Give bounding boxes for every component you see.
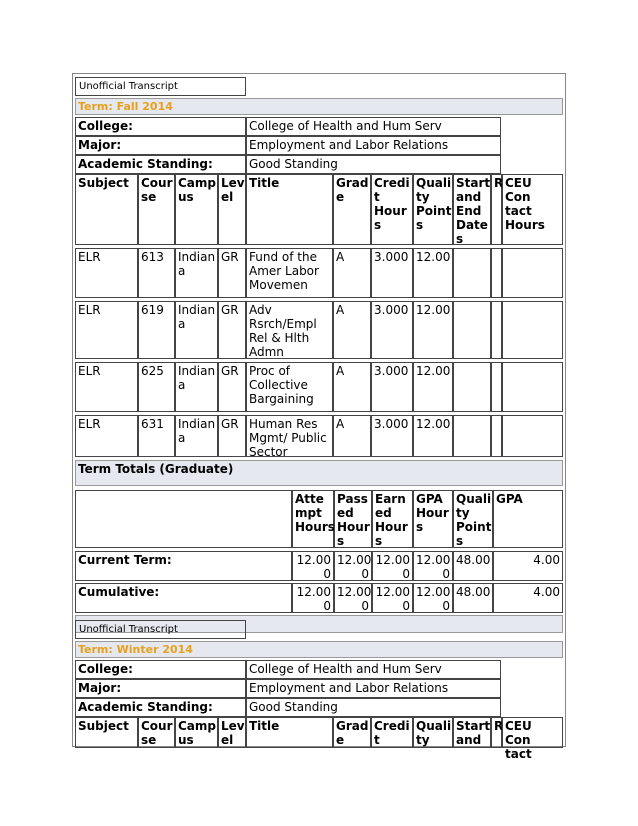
column-header-credit: Credi t Hour s	[371, 174, 413, 245]
totals-earned: 12.00 0	[372, 583, 413, 613]
course-empty	[491, 415, 502, 457]
column-header-dates: Start and	[453, 717, 491, 748]
totals-attempt: 12.00 0	[292, 551, 334, 581]
column-header-title: Title	[246, 174, 333, 245]
column-header-credit: Credi t	[371, 717, 413, 748]
course-empty	[502, 301, 563, 359]
term-label: Term: Fall 2014	[75, 98, 563, 115]
totals-row-label: Current Term:	[75, 551, 292, 581]
term-label: Term: Winter 2014	[75, 641, 563, 658]
course-empty	[453, 301, 491, 359]
college-value: College of Health and Hum Serv	[246, 660, 501, 679]
totals-gpa_hours: 12.00 0	[413, 551, 453, 581]
course-grade: A	[333, 248, 371, 298]
column-header-ceu: CEU Con tact	[502, 717, 563, 748]
totals-row-label: Cumulative:	[75, 583, 292, 613]
column-header-level: Lev el	[218, 174, 246, 245]
course-empty	[502, 415, 563, 457]
course-credit: 3.000	[371, 415, 413, 457]
course-empty	[491, 362, 502, 412]
course-empty	[453, 362, 491, 412]
course-empty	[502, 362, 563, 412]
column-header-campus: Camp us	[175, 174, 218, 245]
column-header-ceu: CEU Con tact Hours	[502, 174, 563, 245]
course-title: Human Res Mgmt/ Public Sector	[246, 415, 333, 457]
course-course: 631	[138, 415, 175, 457]
column-header-r: R	[491, 717, 502, 748]
academic-standing-label: Academic Standing:	[75, 698, 246, 717]
course-course: 619	[138, 301, 175, 359]
course-level: GR	[218, 415, 246, 457]
course-campus: Indian a	[175, 301, 218, 359]
totals-header: GPA Hour s	[413, 490, 453, 548]
course-title: Fund of the Amer Labor Movemen	[246, 248, 333, 298]
totals-header: GPA	[493, 490, 563, 548]
column-header-campus: Camp us	[175, 717, 218, 748]
course-credit: 3.000	[371, 301, 413, 359]
course-course: 613	[138, 248, 175, 298]
term-totals-title: Term Totals (Graduate)	[75, 460, 563, 486]
major-value: Employment and Labor Relations	[246, 679, 501, 698]
major-value: Employment and Labor Relations	[246, 136, 501, 155]
totals-header: Pass ed Hour s	[334, 490, 372, 548]
academic-standing-label: Academic Standing:	[75, 155, 246, 174]
academic-standing-value: Good Standing	[246, 155, 501, 174]
course-campus: Indian a	[175, 362, 218, 412]
totals-quality: 48.00	[453, 583, 493, 613]
totals-gpa_hours: 12.00 0	[413, 583, 453, 613]
course-level: GR	[218, 301, 246, 359]
totals-earned: 12.00 0	[372, 551, 413, 581]
column-header-quality: Quali ty Point s	[413, 174, 453, 245]
college-value: College of Health and Hum Serv	[246, 117, 501, 136]
course-empty	[453, 415, 491, 457]
column-header-grade: Grad e	[333, 174, 371, 245]
column-header-r: R	[491, 174, 502, 245]
course-course: 625	[138, 362, 175, 412]
totals-passed: 12.00 0	[334, 551, 372, 581]
totals-passed: 12.00 0	[334, 583, 372, 613]
course-empty	[502, 248, 563, 298]
totals-header: Earn ed Hour s	[372, 490, 413, 548]
course-grade: A	[333, 301, 371, 359]
totals-blank	[75, 490, 292, 548]
totals-gpa: 4.00	[493, 551, 563, 581]
totals-header: Atte mpt Hours	[292, 490, 334, 548]
totals-attempt: 12.00 0	[292, 583, 334, 613]
college-label: College:	[75, 117, 246, 136]
column-header-title: Title	[246, 717, 333, 748]
column-header-course: Cour se	[138, 717, 175, 748]
course-empty	[491, 301, 502, 359]
major-label: Major:	[75, 679, 246, 698]
course-quality: 12.00	[413, 415, 453, 457]
course-campus: Indian a	[175, 415, 218, 457]
column-header-subject: Subject	[75, 174, 138, 245]
column-header-course: Cour se	[138, 174, 175, 245]
course-level: GR	[218, 362, 246, 412]
column-header-level: Lev el	[218, 717, 246, 748]
course-quality: 12.00	[413, 301, 453, 359]
course-empty	[453, 248, 491, 298]
totals-header: Quali ty Point s	[453, 490, 493, 548]
course-title: Proc of Collective Bargaining	[246, 362, 333, 412]
course-quality: 12.00	[413, 248, 453, 298]
course-campus: Indian a	[175, 248, 218, 298]
transcript-header: Unofficial Transcript	[75, 620, 246, 639]
course-level: GR	[218, 248, 246, 298]
course-subject: ELR	[75, 301, 138, 359]
course-empty	[491, 248, 502, 298]
course-credit: 3.000	[371, 248, 413, 298]
course-credit: 3.000	[371, 362, 413, 412]
totals-gpa: 4.00	[493, 583, 563, 613]
column-header-subject: Subject	[75, 717, 138, 748]
course-subject: ELR	[75, 362, 138, 412]
column-header-dates: Start and End Date s	[453, 174, 491, 245]
course-grade: A	[333, 415, 371, 457]
totals-quality: 48.00	[453, 551, 493, 581]
college-label: College:	[75, 660, 246, 679]
course-title: Adv Rsrch/Empl Rel & Hlth Admn	[246, 301, 333, 359]
major-label: Major:	[75, 136, 246, 155]
column-header-quality: Quali ty	[413, 717, 453, 748]
transcript-header: Unofficial Transcript	[75, 77, 246, 96]
academic-standing-value: Good Standing	[246, 698, 501, 717]
course-grade: A	[333, 362, 371, 412]
course-subject: ELR	[75, 415, 138, 457]
course-quality: 12.00	[413, 362, 453, 412]
course-subject: ELR	[75, 248, 138, 298]
column-header-grade: Grad e	[333, 717, 371, 748]
